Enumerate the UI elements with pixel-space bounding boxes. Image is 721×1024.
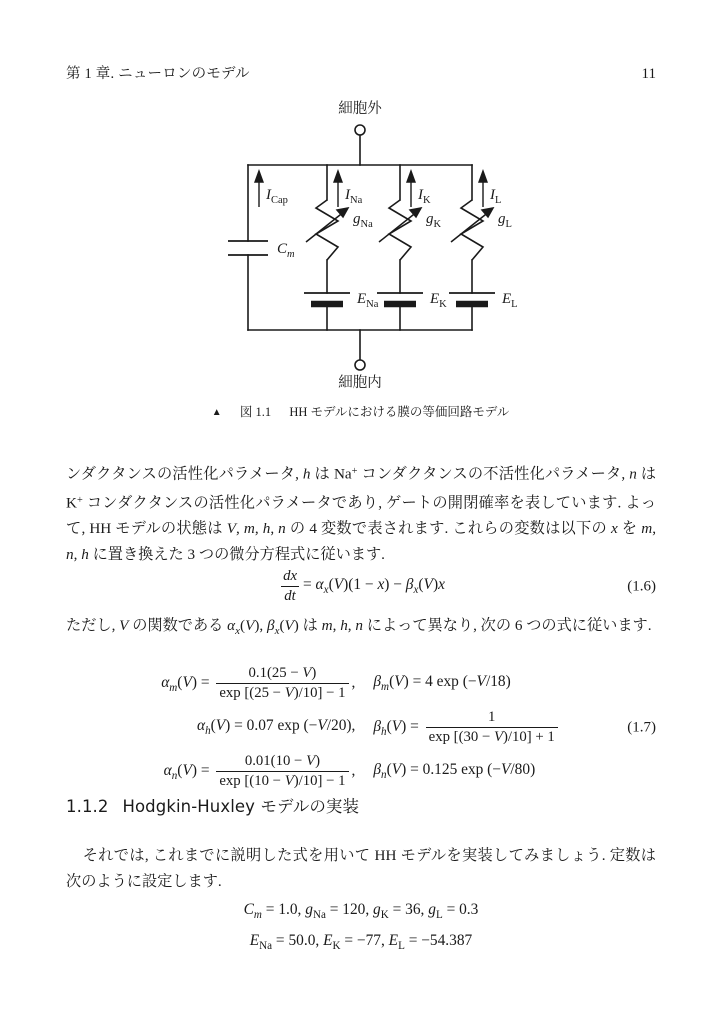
constants-equation-block [66,897,656,959]
current-label-k: $I_K$ [418,187,431,206]
eq17-row1-rhs: $\beta_m(V) = 4$ exp (−V/18) [373,673,511,694]
conductance-label-l: $g_L$ [498,211,512,230]
constants-line-2: $E_{Na} = 50.0$, $E_K = -77$, $E_L = -54.387$ [249,932,473,953]
current-label-l: $I_L$ [490,187,502,206]
current-label-na: $I_{Na}$ [345,187,363,206]
current-label-cap-sub: Cap [271,195,288,206]
equation-1-7-grid [66,665,656,790]
battery-label-k: $E_K$ [430,291,447,310]
eq17-row2-numerator: 1 [488,709,496,725]
conductance-label-l-sub: L [505,219,512,230]
circuit-diagram-svg [0,95,721,395]
eq17-row1-denominator: exp [(25 − V)/10] − 1 [216,683,348,702]
extracellular-label: 細胞外 [338,101,382,117]
conductance-label-k: $g_K$ [426,211,442,230]
battery-label-l-sub: L [511,299,518,310]
battery-label-na: $E_{Na}$ [357,291,379,310]
eq17-row2-rhs: $\beta_h(V)$ = $\frac{1}{\exp [(30 - V)/10] + 1}$ [373,709,560,746]
conductance-label-na: $g_{Na}$ [353,211,373,230]
intracellular-terminal-node [355,360,365,370]
eq16-numerator: dx [283,568,298,584]
resistor-zigzag-l [461,200,483,260]
current-arrow-head-na [334,171,342,182]
extracellular-terminal-node [355,125,365,135]
current-label-na-sub: Na [350,195,363,206]
section-heading-1-1-2 [66,793,359,817]
section-title: Hodgkin-Huxley モデルの実装 [122,797,360,816]
variable-arrow-line-l [451,211,490,242]
eq17-row2-fraction [426,709,558,746]
eq17-row3-rhs: $\beta_n(V) = 0.125$ exp (−V/80) [373,761,536,782]
current-label-l-sub: L [495,195,502,206]
eq17-row3-lhs: $\alpha_n(V)$ = $\frac{0.01(10 - V)}{\exp [(10 - V)/10] - 1}$ , [163,753,356,789]
intracellular-label: 細胞内 [338,375,382,391]
body-paragraph-2: ただし, V の関数である $\alpha_x(V)$, $\beta_x(V)$ は m, h, n によって異なり, 次の 6 つの式に従います. [66,617,652,638]
conductance-label-k-sub: K [433,219,442,230]
current-label-k-sub: K [423,195,431,206]
equation-1-7-number: (1.7) [627,719,656,735]
constants-line-1: $C_m = 1.0$, $g_{Na} = 120$, $g_K = 36$, $g_L = 0.3$ [243,901,479,922]
resistor-zigzag-k [389,200,411,260]
equation-1-6 [66,568,656,605]
eq17-row1-numerator: 0.1(25 − V) [248,665,317,681]
eq17-row3-fraction [216,753,348,790]
header-chapter-title: 第 1 章. ニューロンのモデル [66,66,250,82]
caption-triangle-icon: ▲ [211,407,222,418]
battery-label-k-sub: K [439,299,447,310]
section-number: 1.1.2 [66,797,109,816]
eq17-row2-denominator: exp [(30 − V)/10] + 1 [426,727,558,746]
resistor-zigzag-na [316,200,338,260]
current-arrow-head-cap [255,171,263,182]
eq16-fraction [280,568,300,605]
caption-text: HH モデルにおける膜の等価回路モデル [289,405,510,419]
current-arrow-head-l [479,171,487,182]
eq16-denominator: dt [284,588,296,604]
eq17-row1-fraction [216,665,348,702]
conductance-label-na-sub: Na [360,219,373,230]
eq17-row3-denominator: exp [(10 − V)/10] − 1 [216,771,348,790]
capacitor-label: $C_m$ [277,241,295,260]
eq17-row1-lhs: $\alpha_m(V)$ = $\frac{0.1(25 - V)}{\exp [(25 - V)/10] - 1}$ , [161,665,356,701]
caption-label: 図 1.1 [239,405,272,419]
figure-equivalent-circuit [0,95,721,395]
eq16-rhs: = $\alpha_x(V)(1 - x) - \beta_x(V)x$ [303,576,445,597]
equation-1-6-block [66,568,656,605]
capacitor-label-sub: m [287,249,295,260]
battery-label-na-sub: Na [366,299,379,310]
eq17-row3-numerator: 0.01(10 − V) [244,753,321,769]
eq17-row2-lhs: $\alpha_h(V) = 0.07$ exp (−V/20), [196,717,356,738]
variable-arrow-line-k [379,211,418,242]
battery-label-l: $E_L$ [502,291,518,310]
body-paragraph-3: それでは, これまでに説明した式を用いて HH モデルを実装してみましょう. 定数は次のように設定します. [66,847,656,890]
running-header [66,62,656,83]
current-arrow-head-k [407,171,415,182]
figure-caption [0,402,721,420]
header-page-number: 11 [641,66,656,82]
equation-1-7-block [66,665,656,790]
equation-1-6-number: (1.6) [627,578,656,594]
body-paragraph-1: ンダクタンスの活性化パラメータ, h は Na+ コンダクタンスの不活性化パラメータ, n は K+ コンダクタンスの活性化パラメータであり, ゲートの開閉確率を表しています. よって, HH モデルの状態は V, m, h, n の 4 変数で表されます. これらの変数は以下の x を m, n, h に置き換えた 3 つの微分方程式に従います. [66,465,657,564]
current-label-cap: $I_{Cap}$ [266,187,288,206]
variable-arrow-line-na [306,211,345,242]
